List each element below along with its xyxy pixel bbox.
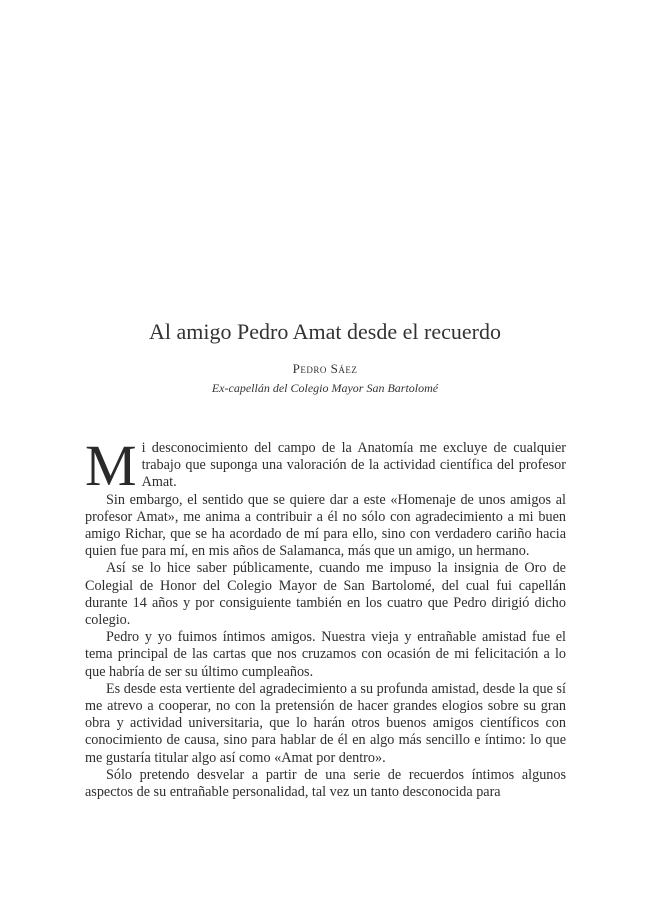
paragraph-1-text: i desconocimiento del campo de la Anatomía me excluye de cualquier trabajo que suponga una valoración de la actividad científica del profesor Amat. — [141, 440, 566, 491]
paragraph-6: Sólo pretendo desvelar a partir de una serie de recuerdos íntimos algunos aspectos de su entrañable personalidad, tal vez un tanto desconocida para — [85, 766, 566, 801]
paragraph-5: Es desde esta vertiente del agradecimiento a su profunda amistad, desde la que sí me atrevo a cooperar, no con la pretensión de hacer grandes elogios sobre su gran obra y actividad universitaria, que lo harán otros buenos amigos científicos con conocimiento de causa, sino para hablar de él en algo más sencillo e íntimo: lo que me gustaría titular algo así como «Amat por dentro». — [85, 680, 566, 766]
article-author: Pedro Sáez — [292, 361, 358, 376]
paragraph-1 — [85, 433, 566, 498]
drop-cap: M — [85, 433, 137, 498]
author-affiliation: Ex-capellán del Colegio Mayor San Bartolomé — [211, 381, 439, 395]
article-title: Al amigo Pedro Amat desde el recuerdo — [149, 319, 501, 344]
article-body — [85, 433, 566, 801]
paragraph-2: Sin embargo, el sentido que se quiere dar a este «Homenaje de unos amigos al profesor Amat», me anima a contribuir a él no sólo con agradecimiento a mi buen amigo Richar, que se ha acordado de mí para ello, sino con verdadero cariño hacia quien fue para mí, en mis años de Salamanca, más que un amigo, un hermano. — [85, 491, 566, 560]
paragraph-4: Pedro y yo fuimos íntimos amigos. Nuestra vieja y entrañable amistad fue el tema principal de las cartas que nos cruzamos con ocasión de mi felicitación a lo que habría de ser su último cumpleaños. — [85, 629, 566, 680]
paragraph-3: Así se lo hice saber públicamente, cuando me impuso la insignia de Oro de Colegial de Honor del Colegio Mayor de San Bartolomé, del cual fui capellán durante 14 años y por consiguiente también en los cuatro que Pedro dirigió dicho colegio. — [85, 560, 566, 629]
